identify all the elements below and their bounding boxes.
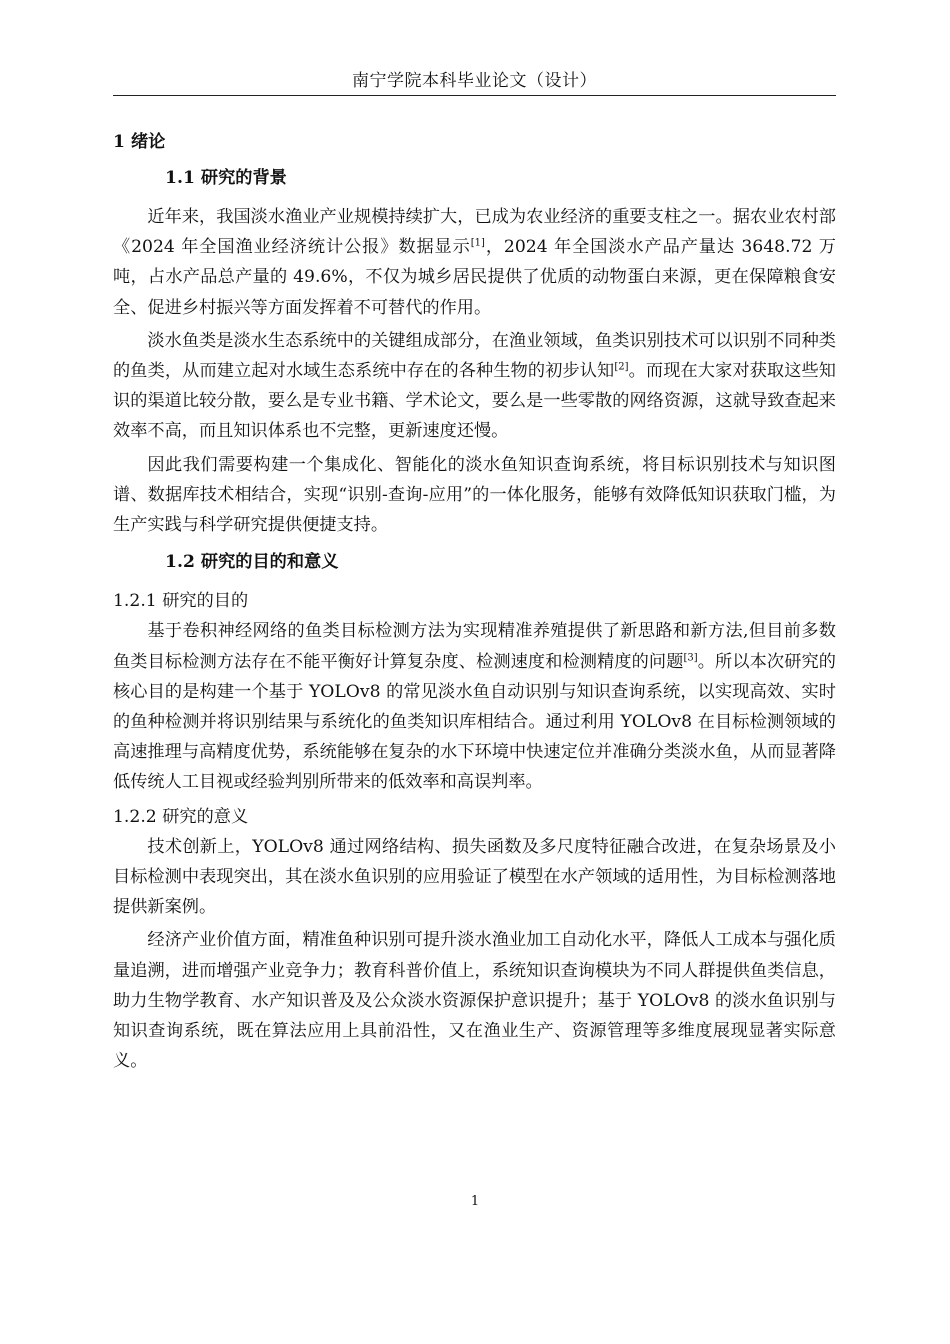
- section-heading-1-2: 1.2 研究的目的和意义: [165, 552, 339, 573]
- paragraph: [113, 202, 836, 323]
- page-number: 1: [470, 1194, 480, 1209]
- paragraph: 技术创新上，YOLOv8 通过网络结构、损失函数及多尺度特征融合改进，在复杂场景及小目标检测中表现突出，其在淡水鱼识别的应用验证了模型在水产领域的适用性，为目标检测落地提供新案例。: [113, 836, 836, 918]
- citation: [3]: [683, 651, 698, 663]
- citation: [1]: [470, 237, 485, 249]
- section-heading-1-1: 1.1 研究的背景: [165, 168, 287, 188]
- paragraph: 经济产业价值方面，精准鱼种识别可提升淡水渔业加工自动化水平，降低人工成本与强化质量追溯，进而增强产业竞争力；教育科普价值上，系统知识查询模块为不同人群提供鱼类信息，助力生物学教育、水产知识普及及公众淡水资源保护意识提升；基于 YOLOv8 的淡水鱼识别与知识查询系统，既在算法应用上具前沿性，又在渔业生产、资源管理等多维度展现显著实际意义。: [113, 930, 836, 1072]
- paragraph-text: 淡水鱼类是淡水生态系统中的关键组成部分，在渔业领域，鱼类识别技术可以识别不同种类的鱼类，从而建立起对水域生态系统中存在的各种生物的初步认知: [113, 330, 836, 382]
- subsection-heading-1-2-1: 1.2.1 研究的目的: [113, 591, 249, 612]
- paragraph-text: 基于卷积神经网络的鱼类目标检测方法为实现精准养殖提供了新思路和新方法,但目前多数鱼类目标检测方法存在不能平衡好计算复杂度、检测速度和检测精度的问题: [113, 621, 836, 672]
- subsection-heading-1-2-2: 1.2.2 研究的意义: [113, 806, 249, 827]
- running-header: 南宁学院本科毕业论文（设计）: [113, 66, 836, 96]
- paragraph: [113, 326, 836, 447]
- paragraph-text: 。而现在大家对获取这些知识的渠道比较分散，要么是专业书籍、学术论文，要么是一些零散的网络资源，这就导致查起来效率不高，而且知识体系也不完整，更新速度还慢。: [113, 361, 836, 442]
- page-body: [113, 128, 836, 1076]
- paragraph: [113, 616, 836, 797]
- paragraph-text: 近年来，我国淡水渔业产业规模持续扩大，已成为农业经济的重要支柱之一。据农业农村部《2024 年全国渔业经济统计公报》数据显示: [113, 207, 836, 258]
- chapter-title: 1 绪论: [113, 132, 166, 152]
- paragraph-text: ，2024 年全国淡水产品产量达 3648.72 万吨，占水产品总产量的 49.6%，不仅为城乡居民提供了优质的动物蛋白来源，更在保障粮食安全、促进乡村振兴等方面发挥着不可替代的作用。: [113, 237, 836, 318]
- paragraph-text: 。所以本次研究的核心目的是构建一个基于 YOLOv8 的常见淡水鱼自动识别与知识查询系统，以实现高效、实时的鱼种检测并将识别结果与系统化的鱼类知识库相结合。通过利用 YOLOv8 在目标检测领域的高速推理与高精度优势，系统能够在复杂的水下环境中快速定位并准确分类淡水鱼，从而显著降低传统人工目视或经验判别所带来的低效率和高误判率。: [113, 651, 836, 793]
- paragraph: 因此我们需要构建一个集成化、智能化的淡水鱼知识查询系统，将目标识别技术与知识图谱、数据库技术相结合，实现“识别-查询-应用”的一体化服务，能够有效降低知识获取门槛，为生产实践与科学研究提供便捷支持。: [113, 454, 836, 536]
- citation: [2]: [614, 361, 629, 373]
